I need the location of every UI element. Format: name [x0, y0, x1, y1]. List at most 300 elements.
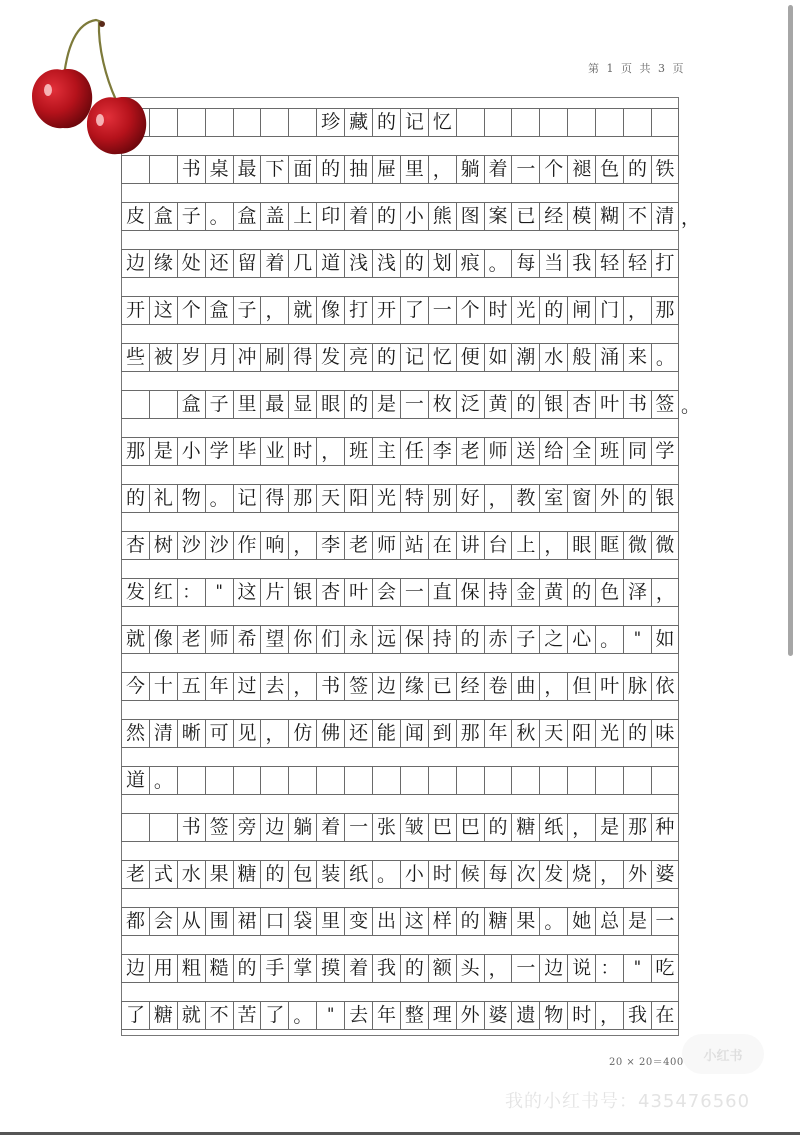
- grid-cell: 糖: [149, 1002, 177, 1029]
- grid-cell: 能: [372, 720, 400, 747]
- grid-cell: 婆: [651, 861, 679, 888]
- grid-cell: 枚: [428, 391, 456, 418]
- grid-cell: 都: [121, 908, 149, 935]
- title-char: 忆: [428, 109, 456, 136]
- grid-cell: [428, 767, 456, 794]
- grid-cell: [539, 109, 567, 136]
- grid-cell: 那: [121, 438, 149, 465]
- grid-cell: 候: [456, 861, 484, 888]
- grid-cell: 最: [260, 391, 288, 418]
- grid-cell: 得: [288, 344, 316, 371]
- grid-cell: ，: [428, 156, 456, 183]
- grid-cell: 样: [428, 908, 456, 935]
- grid-cell: 响: [260, 532, 288, 559]
- title-char: 的: [372, 109, 400, 136]
- grid-cell: 张: [372, 814, 400, 841]
- grid-cell: 卷: [484, 673, 512, 700]
- grid-cell: 十: [149, 673, 177, 700]
- grid-row: [121, 625, 679, 654]
- grid-cell: 。: [288, 1002, 316, 1029]
- grid-cell: 望: [260, 626, 288, 653]
- grid-cell: 清: [651, 203, 679, 230]
- grid-cell: 那: [456, 720, 484, 747]
- grid-cell: 同: [623, 438, 651, 465]
- grid-cell: 到: [428, 720, 456, 747]
- grid-cell: 签: [344, 673, 372, 700]
- grid-cell: 糖: [484, 908, 512, 935]
- grid-cell: 阳: [567, 720, 595, 747]
- grid-cell: 盒: [177, 391, 205, 418]
- grid-cell: 已: [511, 203, 539, 230]
- grid-cell: [484, 109, 512, 136]
- grid-cell: 一: [400, 391, 428, 418]
- grid-cell: 岁: [177, 344, 205, 371]
- grid-cell: 着: [344, 203, 372, 230]
- grid-cell: 经: [539, 203, 567, 230]
- grid-cell: 杏: [567, 391, 595, 418]
- grid-cell: 书: [623, 391, 651, 418]
- grid-cell: ，: [567, 814, 595, 841]
- overflow-punctuation: ，: [681, 207, 701, 229]
- grid-cell: 仿: [288, 720, 316, 747]
- grid-cell: 桌: [205, 156, 233, 183]
- grid-cell: [260, 767, 288, 794]
- grid-row: [121, 296, 679, 325]
- grid-cell: 。: [651, 344, 679, 371]
- grid-cell: 微: [651, 532, 679, 559]
- vertical-scrollbar[interactable]: [788, 5, 793, 656]
- grid-cell: 面: [288, 156, 316, 183]
- grid-cell: 见: [233, 720, 261, 747]
- grid-cell: 粗: [177, 955, 205, 982]
- grid-cell: 旁: [233, 814, 261, 841]
- grid-cell: [456, 109, 484, 136]
- grid-cell: 留: [233, 250, 261, 277]
- grid-cell: 年: [205, 673, 233, 700]
- grid-cell: 围: [205, 908, 233, 935]
- grid-cell: ": [623, 955, 651, 982]
- grid-cell: 出: [372, 908, 400, 935]
- grid-cell: [288, 109, 316, 136]
- grid-cell: 远: [372, 626, 400, 653]
- grid-cell: 处: [177, 250, 205, 277]
- grid-cell: [651, 109, 679, 136]
- grid-cell: 着: [344, 955, 372, 982]
- grid-cell: 理: [428, 1002, 456, 1029]
- grid-cell: 你: [288, 626, 316, 653]
- grid-cell: 种: [651, 814, 679, 841]
- grid-cell: 去: [344, 1002, 372, 1029]
- grid-cell: 时: [288, 438, 316, 465]
- grid-cell: 几: [288, 250, 316, 277]
- grid-cell: 发: [539, 861, 567, 888]
- grid-cell: 躺: [456, 156, 484, 183]
- grid-cell: 今: [121, 673, 149, 700]
- grid-cell: 泽: [623, 579, 651, 606]
- grid-row: [121, 155, 679, 184]
- grid-cell: 持: [484, 579, 512, 606]
- grid-row: [121, 437, 679, 466]
- grid-cell: 缘: [149, 250, 177, 277]
- grid-cell: 毕: [233, 438, 261, 465]
- title-char: 记: [400, 109, 428, 136]
- grid-cell: 这: [233, 579, 261, 606]
- grid-cell: 当: [539, 250, 567, 277]
- grid-cell: 台: [484, 532, 512, 559]
- grid-cell: [149, 814, 177, 841]
- grid-cell: 佛: [316, 720, 344, 747]
- grid-cell: [511, 767, 539, 794]
- grid-cell: 片: [260, 579, 288, 606]
- grid-cell: 子: [511, 626, 539, 653]
- grid-cell: 是: [623, 908, 651, 935]
- grid-cell: 送: [511, 438, 539, 465]
- grid-cell: 师: [484, 438, 512, 465]
- grid-cell: 保: [456, 579, 484, 606]
- grid-cell: 签: [651, 391, 679, 418]
- grid-cell: 我: [567, 250, 595, 277]
- grid-cell: ，: [623, 297, 651, 324]
- grid-cell: ，: [260, 297, 288, 324]
- grid-cell: 晰: [177, 720, 205, 747]
- grid-cell: 上: [288, 203, 316, 230]
- grid-cell: 糙: [205, 955, 233, 982]
- grid-cell: 班: [344, 438, 372, 465]
- grid-cell: 们: [316, 626, 344, 653]
- grid-cell: 装: [316, 861, 344, 888]
- grid-cell: 果: [511, 908, 539, 935]
- grid-cell: 一: [511, 955, 539, 982]
- grid-cell: 模: [567, 203, 595, 230]
- grid-cell: 站: [400, 532, 428, 559]
- grid-cell: ：: [595, 955, 623, 982]
- grid-cell: 巴: [428, 814, 456, 841]
- grid-cell: 去: [260, 673, 288, 700]
- grid-cell: 不: [205, 1002, 233, 1029]
- grid-cell: 袋: [288, 908, 316, 935]
- grid-cell: 脉: [623, 673, 651, 700]
- grid-cell: 签: [205, 814, 233, 841]
- grid-cell: 银: [539, 391, 567, 418]
- grid-cell: 一: [344, 814, 372, 841]
- grid-cell: 月: [205, 344, 233, 371]
- grid-cell: 就: [177, 1002, 205, 1029]
- grid-cell: 年: [372, 1002, 400, 1029]
- grid-cell: 个: [177, 297, 205, 324]
- grid-cell: 的: [623, 156, 651, 183]
- grid-cell: [595, 109, 623, 136]
- grid-cell: 如: [484, 344, 512, 371]
- grid-cell: 苦: [233, 1002, 261, 1029]
- grid-cell: 清: [149, 720, 177, 747]
- grid-cell: 叶: [595, 673, 623, 700]
- grid-cell: 就: [121, 626, 149, 653]
- grid-cell: 的: [456, 626, 484, 653]
- grid-cell: 光: [511, 297, 539, 324]
- grid-cell: 道: [316, 250, 344, 277]
- grid-cell: 巴: [456, 814, 484, 841]
- grid-cell: 杏: [121, 532, 149, 559]
- grid-cell: 。: [205, 203, 233, 230]
- grid-cell: 式: [149, 861, 177, 888]
- grid-cell: 水: [177, 861, 205, 888]
- grid-cell: 作: [233, 532, 261, 559]
- grid-cell: 五: [177, 673, 205, 700]
- grid-cell: 金: [511, 579, 539, 606]
- grid-cell: 的: [456, 908, 484, 935]
- grid-cell: 糖: [233, 861, 261, 888]
- grid-cell: ": [205, 579, 233, 606]
- grid-row: [121, 343, 679, 372]
- grid-cell: 别: [428, 485, 456, 512]
- grid-cell: 经: [456, 673, 484, 700]
- grid-cell: 时: [484, 297, 512, 324]
- grid-cell: 亮: [344, 344, 372, 371]
- grid-cell: [456, 767, 484, 794]
- grid-cell: 老: [177, 626, 205, 653]
- grid-cell: 天: [316, 485, 344, 512]
- grid-cell: 保: [400, 626, 428, 653]
- grid-cell: 树: [149, 532, 177, 559]
- grid-cell: 眶: [595, 532, 623, 559]
- grid-cell: 的: [567, 579, 595, 606]
- grid-cell: 摸: [316, 955, 344, 982]
- grid-cell: 是: [149, 438, 177, 465]
- grid-cell: 一: [400, 579, 428, 606]
- grid-cell: [177, 109, 205, 136]
- grid-cell: 开: [121, 297, 149, 324]
- grid-cell: 李: [428, 438, 456, 465]
- grid-cell: ，: [288, 673, 316, 700]
- watermark-logo: 小红书: [682, 1034, 764, 1074]
- grid-cell: 水: [539, 344, 567, 371]
- grid-row: [121, 202, 679, 231]
- grid-cell: 业: [260, 438, 288, 465]
- grid-row: [121, 249, 679, 278]
- grid-cell: 刷: [260, 344, 288, 371]
- grid-cell: 边: [539, 955, 567, 982]
- grid-cell: 一: [428, 297, 456, 324]
- grid-cell: 便: [456, 344, 484, 371]
- grid-cell: 赤: [484, 626, 512, 653]
- grid-cell: 来: [623, 344, 651, 371]
- grid-cell: 闻: [400, 720, 428, 747]
- grid-cell: 皮: [121, 203, 149, 230]
- grid-cell: 得: [260, 485, 288, 512]
- grid-row: [121, 813, 679, 842]
- grid-cell: 手: [260, 955, 288, 982]
- grid-cell: [623, 109, 651, 136]
- grid-cell: 盒: [205, 297, 233, 324]
- grid-cell: 银: [651, 485, 679, 512]
- grid-cell: 班: [595, 438, 623, 465]
- grid-cell: 光: [372, 485, 400, 512]
- grid-cell: 在: [428, 532, 456, 559]
- grid-cell: 在: [651, 1002, 679, 1029]
- grid-cell: 就: [288, 297, 316, 324]
- grid-cell: 色: [595, 156, 623, 183]
- grid-cell: 会: [149, 908, 177, 935]
- grid-cell: 里: [400, 156, 428, 183]
- grid-row: [121, 390, 679, 419]
- grid-cell: 着: [484, 156, 512, 183]
- grid-cell: 持: [428, 626, 456, 653]
- grid-cell: 盒: [149, 203, 177, 230]
- grid-cell: 学: [205, 438, 233, 465]
- grid-cell: [344, 767, 372, 794]
- grid-cell: 一: [511, 156, 539, 183]
- grid-cell: 潮: [511, 344, 539, 371]
- grid-cell: [539, 767, 567, 794]
- grid-cell: 杏: [316, 579, 344, 606]
- grid-cell: 师: [205, 626, 233, 653]
- grid-cell: 色: [595, 579, 623, 606]
- grid-cell: 的: [372, 344, 400, 371]
- grid-cell: ": [316, 1002, 344, 1029]
- grid-cell: 泛: [456, 391, 484, 418]
- grid-cell: 希: [233, 626, 261, 653]
- grid-cell: 总: [595, 908, 623, 935]
- grid-cell: 心: [567, 626, 595, 653]
- grid-cell: [567, 109, 595, 136]
- grid-cell: 像: [316, 297, 344, 324]
- grid-cell: 时: [428, 861, 456, 888]
- grid-cell: 边: [121, 955, 149, 982]
- grid-cell: ，: [595, 861, 623, 888]
- grid-cell: [651, 767, 679, 794]
- grid-cell: [316, 767, 344, 794]
- grid-cell: 银: [288, 579, 316, 606]
- grid-cell: 了: [260, 1002, 288, 1029]
- grid-cell: 记: [400, 344, 428, 371]
- grid-cell: 说: [567, 955, 595, 982]
- grid-cell: 外: [456, 1002, 484, 1029]
- grid-cell: 个: [456, 297, 484, 324]
- grid-row: [121, 1001, 679, 1030]
- grid-row: [121, 719, 679, 748]
- grid-cell: 是: [595, 814, 623, 841]
- grid-cell: 老: [344, 532, 372, 559]
- grid-cell: 时: [567, 1002, 595, 1029]
- grid-cell: 门: [595, 297, 623, 324]
- grid-cell: 这: [149, 297, 177, 324]
- grid-cell: 盖: [260, 203, 288, 230]
- grid-cell: 褪: [567, 156, 595, 183]
- grid-cell: 轻: [623, 250, 651, 277]
- grid-cell: 的: [400, 250, 428, 277]
- grid-cell: ，: [539, 673, 567, 700]
- grid-cell: 的: [623, 720, 651, 747]
- grid-cell: 但: [567, 673, 595, 700]
- grid-cell: 眼: [567, 532, 595, 559]
- grid-cell: 般: [567, 344, 595, 371]
- grid-cell: 皱: [400, 814, 428, 841]
- grid-cell: [121, 814, 149, 841]
- grid-cell: [400, 767, 428, 794]
- grid-cell: 用: [149, 955, 177, 982]
- grid-cell: 不: [623, 203, 651, 230]
- grid-cell: 边: [121, 250, 149, 277]
- grid-cell: 闸: [567, 297, 595, 324]
- grid-cell: 婆: [484, 1002, 512, 1029]
- grid-cell: 阳: [344, 485, 372, 512]
- grid-cell: 礼: [149, 485, 177, 512]
- grid-cell: 糊: [595, 203, 623, 230]
- grid-cell: 子: [205, 391, 233, 418]
- grid-cell: 依: [651, 673, 679, 700]
- grid-row: [121, 672, 679, 701]
- title-row: [121, 108, 679, 137]
- grid-cell: 然: [121, 720, 149, 747]
- grid-cell: 如: [651, 626, 679, 653]
- grid-cell: 小: [400, 203, 428, 230]
- grid-cell: 遗: [511, 1002, 539, 1029]
- grid-cell: 像: [149, 626, 177, 653]
- grid-cell: 屉: [372, 156, 400, 183]
- grid-cell: 那: [651, 297, 679, 324]
- grid-cell: 轻: [595, 250, 623, 277]
- grid-cell: 主: [372, 438, 400, 465]
- grid-cell: 永: [344, 626, 372, 653]
- grid-cell: 发: [121, 579, 149, 606]
- grid-cell: 子: [233, 297, 261, 324]
- grid-cell: 叶: [595, 391, 623, 418]
- grid-row: [121, 766, 679, 795]
- page-indicator: 第 1 页 共 3 页: [588, 62, 686, 75]
- grid-cell: 冲: [233, 344, 261, 371]
- grid-cell: 变: [344, 908, 372, 935]
- grid-cell: 显: [288, 391, 316, 418]
- grid-cell: 叶: [344, 579, 372, 606]
- grid-cell: [623, 767, 651, 794]
- grid-cell: 糖: [511, 814, 539, 841]
- grid-row: [121, 531, 679, 560]
- grid-cell: 这: [400, 908, 428, 935]
- grid-cell: 可: [205, 720, 233, 747]
- grid-cell: 口: [260, 908, 288, 935]
- grid-cell: 黄: [539, 579, 567, 606]
- grid-cell: 浅: [372, 250, 400, 277]
- grid-cell: 忆: [428, 344, 456, 371]
- grid-cell: 还: [344, 720, 372, 747]
- grid-cell: [121, 391, 149, 418]
- grid-cell: 老: [456, 438, 484, 465]
- grid-cell: 抽: [344, 156, 372, 183]
- grid-cell: 味: [651, 720, 679, 747]
- grid-cell: [233, 109, 261, 136]
- grid-cell: 沙: [177, 532, 205, 559]
- grid-cell: 涌: [595, 344, 623, 371]
- grid-cell: 的: [233, 955, 261, 982]
- grid-cell: 特: [400, 485, 428, 512]
- grid-cell: 沙: [205, 532, 233, 559]
- grid-cell: 天: [539, 720, 567, 747]
- grid-cell: 物: [177, 485, 205, 512]
- grid-cell: 案: [484, 203, 512, 230]
- grid-cell: [288, 767, 316, 794]
- grid-cell: ，: [260, 720, 288, 747]
- grid-cell: 书: [177, 814, 205, 841]
- grid-cell: 窗: [567, 485, 595, 512]
- grid-cell: 从: [177, 908, 205, 935]
- grid-cell: 之: [539, 626, 567, 653]
- grid-cell: 道: [121, 767, 149, 794]
- grid-cell: ，: [316, 438, 344, 465]
- grid-cell: 的: [484, 814, 512, 841]
- grid-cell: 年: [484, 720, 512, 747]
- grid-cell: 烧: [567, 861, 595, 888]
- grid-cell: [205, 109, 233, 136]
